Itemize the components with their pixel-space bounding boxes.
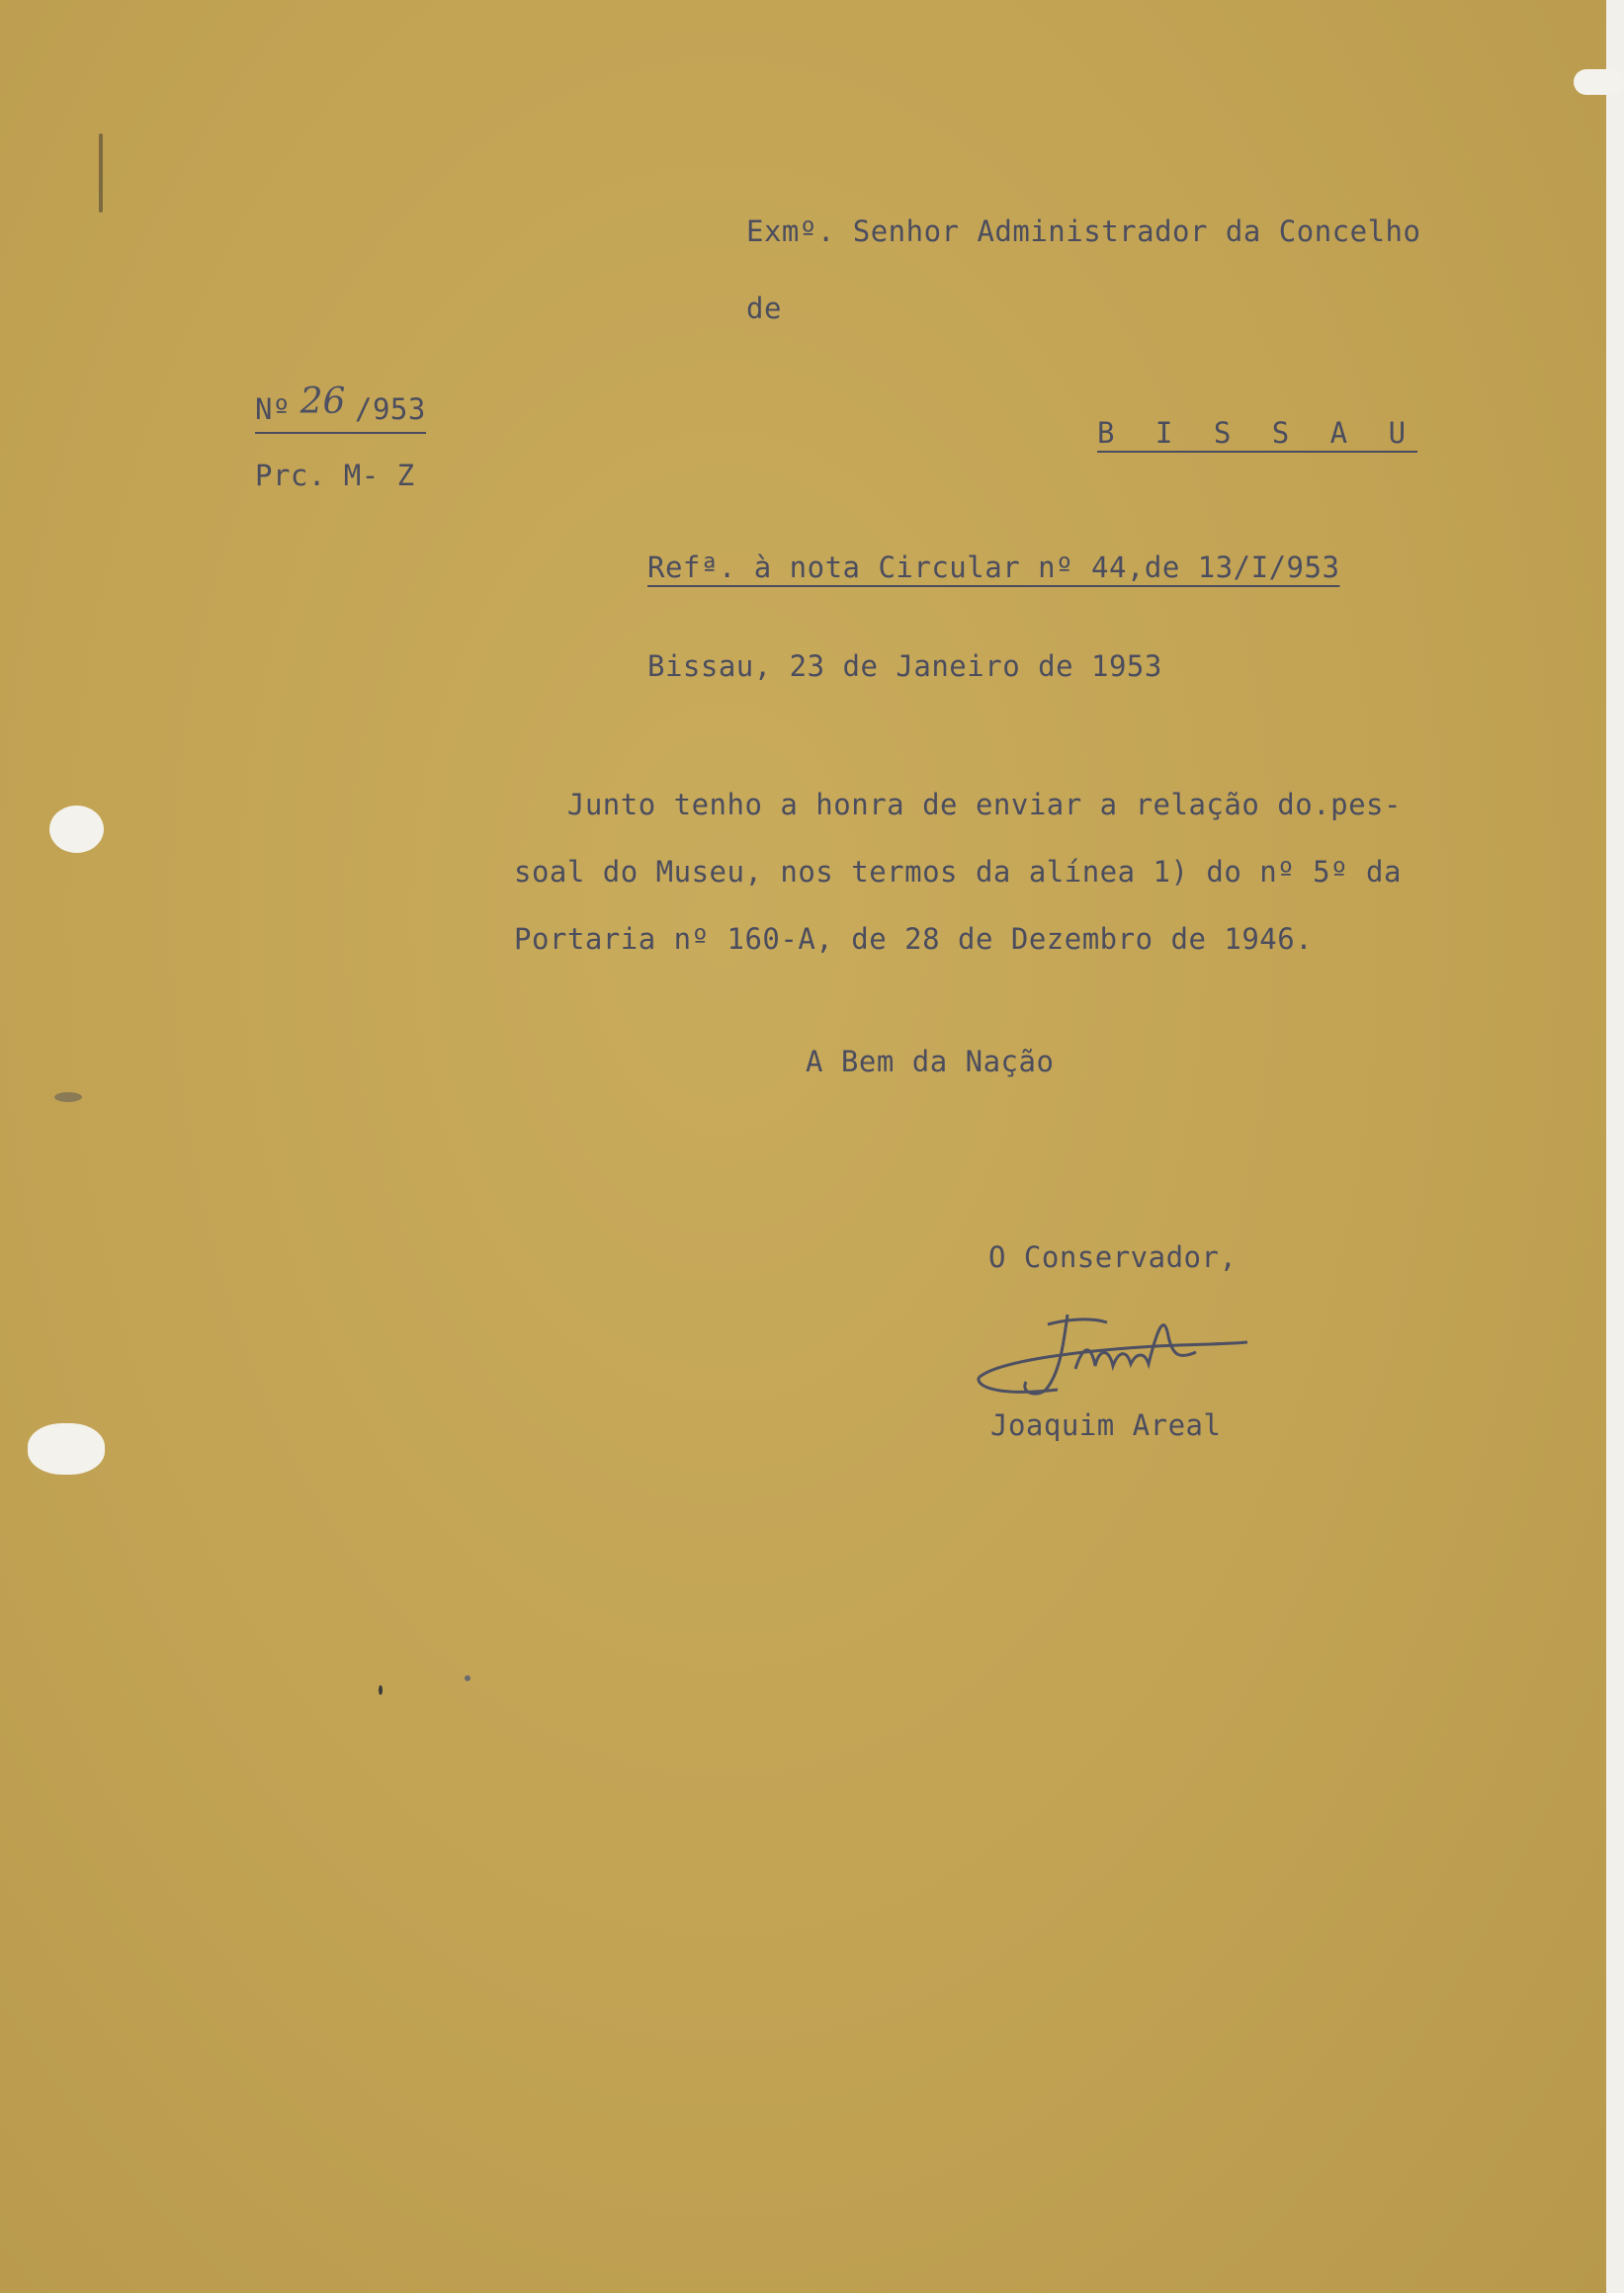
body-line: Portaria nº 160-A, de 28 de Dezembro de 1946. xyxy=(514,922,1314,956)
signer-name: Joaquim Areal xyxy=(990,1408,1222,1442)
paper-mark xyxy=(54,1092,82,1102)
scan-background-edge xyxy=(1606,0,1624,2293)
body-line: Junto tenho a honra de enviar a relação do.pes- xyxy=(514,788,1402,821)
body-line: soal do Museu, nos termos da alínea 1) do nº 5º da xyxy=(514,855,1402,889)
reference-number-prefix: Nº xyxy=(255,392,291,426)
paper-mark xyxy=(379,1685,383,1695)
handwritten-signature xyxy=(969,1295,1265,1413)
body-paragraph xyxy=(514,771,1502,973)
reference-note: Refª. à nota Circular nº 44,de 13/I/953 xyxy=(647,551,1340,584)
signer-title: O Conservador, xyxy=(988,1240,1238,1274)
reference-number-year: /953 xyxy=(355,392,426,426)
reference-number-handwritten: 26 xyxy=(299,382,346,422)
date-line: Bissau, 23 de Janeiro de 1953 xyxy=(647,649,1162,683)
reference-number xyxy=(255,382,426,434)
addressee-line-1: Exmº. Senhor Administrador da Concelho xyxy=(746,214,1421,248)
paper-mark xyxy=(465,1675,470,1681)
punch-hole-lower xyxy=(28,1423,105,1475)
closing: A Bem da Nação xyxy=(806,1045,1055,1078)
process-code: Prc. M- Z xyxy=(255,459,415,492)
paper-mark xyxy=(99,133,103,212)
city-heading: B I S S A U xyxy=(1097,416,1418,450)
punch-hole-edge xyxy=(1574,69,1624,95)
addressee-line-2: de xyxy=(746,292,782,325)
punch-hole-upper xyxy=(49,806,104,853)
